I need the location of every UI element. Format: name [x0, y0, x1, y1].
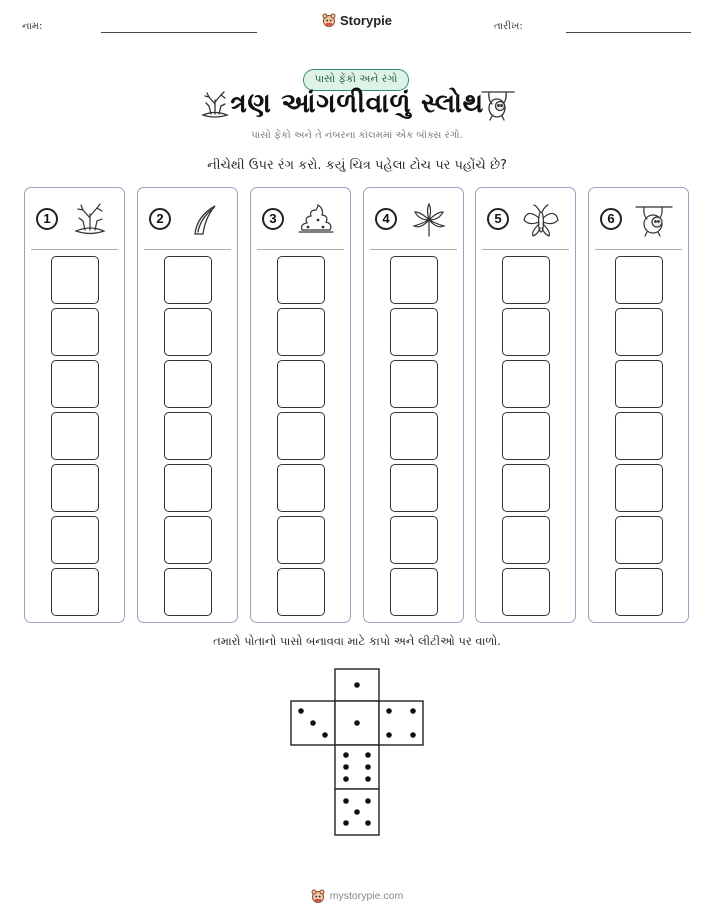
column-header	[476, 188, 575, 250]
color-box[interactable]	[502, 568, 550, 616]
pip	[410, 732, 416, 738]
column-6	[588, 187, 689, 623]
column-header	[138, 188, 237, 250]
column-header	[589, 188, 688, 250]
column-1	[24, 187, 125, 623]
poop-icon	[296, 202, 336, 238]
claw-icon	[183, 202, 223, 238]
pip	[298, 708, 304, 714]
column-number: 1	[36, 208, 58, 230]
moth-icon	[521, 202, 561, 238]
pip	[354, 720, 360, 726]
column-divider	[144, 249, 231, 250]
dice-face-right	[379, 701, 423, 745]
color-box[interactable]	[51, 308, 99, 356]
color-box[interactable]	[615, 568, 663, 616]
date-line	[566, 32, 691, 33]
color-box[interactable]	[615, 464, 663, 512]
pip	[310, 720, 316, 726]
color-box[interactable]	[615, 412, 663, 460]
name-line	[101, 32, 257, 33]
column-divider	[257, 249, 344, 250]
color-box[interactable]	[164, 412, 212, 460]
pip	[354, 809, 360, 815]
color-box[interactable]	[502, 256, 550, 304]
page-subtitle: પાસો ફેંકો અને તે નંબરના કૉલમમાં એક બૉક્સ રંગો.	[251, 130, 463, 141]
column-header	[251, 188, 350, 250]
column-divider	[482, 249, 569, 250]
color-box[interactable]	[502, 412, 550, 460]
page-title: ત્રણ આંગળીવાળું સ્લોથ	[230, 88, 484, 119]
column-2	[137, 187, 238, 623]
color-box[interactable]	[277, 568, 325, 616]
color-box[interactable]	[277, 256, 325, 304]
column-divider	[31, 249, 118, 250]
column-divider	[595, 249, 682, 250]
color-box[interactable]	[164, 360, 212, 408]
color-box[interactable]	[277, 360, 325, 408]
name-label: નામ:	[22, 21, 43, 32]
pip	[365, 776, 371, 782]
footer	[0, 888, 714, 907]
color-box[interactable]	[51, 412, 99, 460]
color-box[interactable]	[502, 308, 550, 356]
sloth-icon	[480, 86, 516, 122]
color-box[interactable]	[164, 308, 212, 356]
column-header	[364, 188, 463, 250]
color-box[interactable]	[390, 256, 438, 304]
column-number: 3	[262, 208, 284, 230]
color-box[interactable]	[390, 568, 438, 616]
pip	[365, 798, 371, 804]
pip	[410, 708, 416, 714]
color-box[interactable]	[390, 308, 438, 356]
pip	[343, 776, 349, 782]
color-box[interactable]	[615, 360, 663, 408]
pip	[343, 820, 349, 826]
storypie-logo-icon	[322, 13, 336, 27]
pip	[386, 708, 392, 714]
leaf-icon	[409, 202, 449, 238]
pip	[343, 798, 349, 804]
color-box[interactable]	[164, 568, 212, 616]
color-box[interactable]	[390, 412, 438, 460]
date-label: તારીખ:	[494, 21, 523, 32]
color-box[interactable]	[164, 464, 212, 512]
color-box[interactable]	[164, 256, 212, 304]
dice-instruction: તમારો પોતાનો પાસો બનાવવા માટે કાપો અને લીટીઓ પર વાળો.	[213, 634, 501, 648]
color-box[interactable]	[51, 516, 99, 564]
color-box[interactable]	[390, 516, 438, 564]
dice-net	[290, 668, 426, 836]
color-box[interactable]	[615, 516, 663, 564]
color-box[interactable]	[502, 516, 550, 564]
color-box[interactable]	[615, 308, 663, 356]
color-box[interactable]	[502, 464, 550, 512]
instruction-text: નીચેથી ઉપર રંગ કરો. કયું ચિત્ર પહેલા ટોચ પર પહોંચે છે?	[207, 158, 507, 173]
pip	[343, 764, 349, 770]
activity-tag: પાસો ફેંકો અને રંગો	[303, 69, 409, 91]
column-header	[25, 188, 124, 250]
color-box[interactable]	[502, 360, 550, 408]
color-box[interactable]	[390, 464, 438, 512]
column-5	[475, 187, 576, 623]
column-divider	[370, 249, 457, 250]
column-number: 4	[375, 208, 397, 230]
brand-name: Storypie	[339, 12, 392, 28]
color-box[interactable]	[277, 516, 325, 564]
sloth-icon	[634, 202, 674, 238]
pip	[343, 752, 349, 758]
color-box[interactable]	[51, 360, 99, 408]
color-box[interactable]	[51, 568, 99, 616]
brand-header	[0, 12, 714, 31]
pip	[386, 732, 392, 738]
column-number: 5	[487, 208, 509, 230]
column-4	[363, 187, 464, 623]
column-3	[250, 187, 351, 623]
pip	[322, 732, 328, 738]
pip	[365, 764, 371, 770]
color-box[interactable]	[390, 360, 438, 408]
color-box[interactable]	[277, 412, 325, 460]
color-box[interactable]	[51, 256, 99, 304]
color-box[interactable]	[277, 464, 325, 512]
dice-face-lower	[335, 745, 379, 789]
color-box[interactable]	[615, 256, 663, 304]
color-box[interactable]	[164, 516, 212, 564]
coral-icon	[70, 202, 110, 238]
storypie-logo-icon	[311, 889, 325, 903]
pip	[365, 752, 371, 758]
column-number: 6	[600, 208, 622, 230]
footer-url[interactable]: mystorypie.com	[329, 890, 404, 902]
color-box[interactable]	[51, 464, 99, 512]
pip	[365, 820, 371, 826]
color-box[interactable]	[277, 308, 325, 356]
pip	[354, 682, 360, 688]
column-number: 2	[149, 208, 171, 230]
